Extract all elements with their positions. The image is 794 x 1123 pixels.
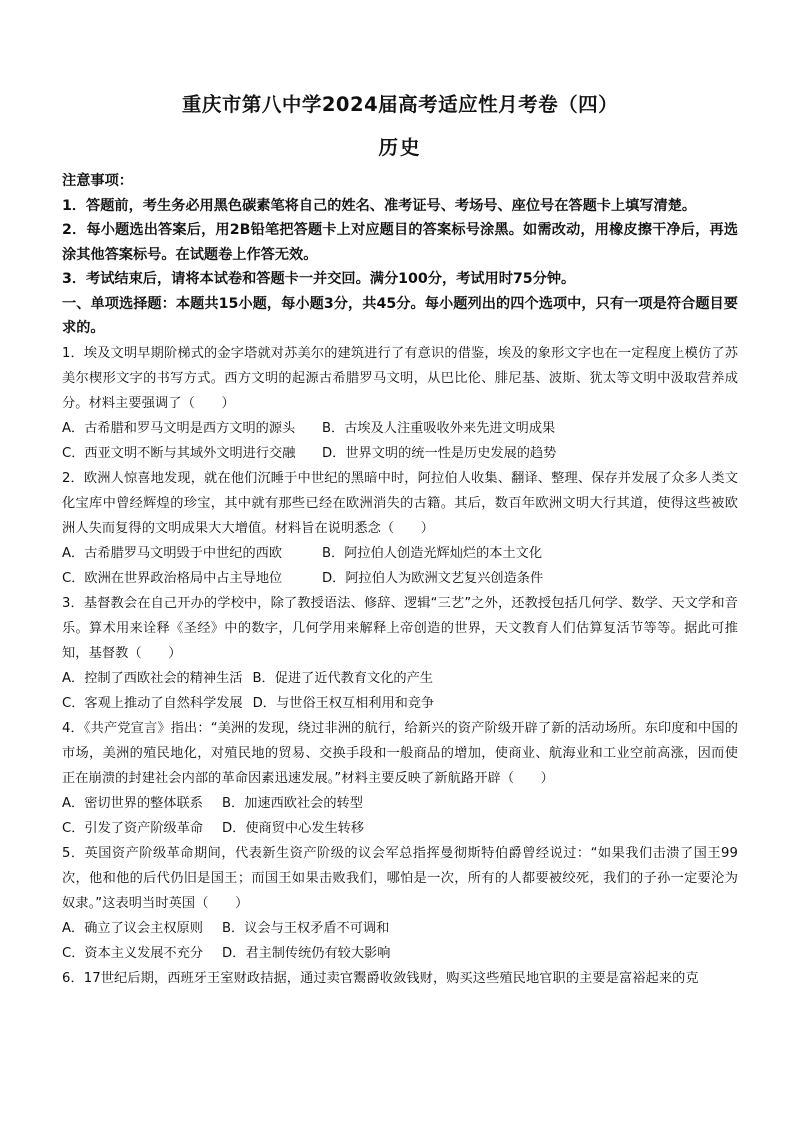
- note-item-2: 2．每小题选出答案后，用2B铅笔把答题卡上对应题目的答案标号涂黑。如需改动，用橡皮擦干净后，再选涂其他答案标号。在试题卷上作答无效。: [62, 222, 738, 263]
- option-d: D．使商贸中心发生转移: [222, 820, 365, 836]
- option-b: B．古埃及人注重吸收外来先进文明成果: [322, 420, 556, 436]
- option-a: A．古希腊罗马文明毁于中世纪的西欧: [62, 545, 283, 561]
- option-c: C．欧洲在世界政治格局中占主导地位: [62, 570, 283, 586]
- options-row: [62, 916, 738, 941]
- option-d: D．世界文明的统一性是历史发展的趋势: [322, 445, 557, 461]
- question-stem: 1．埃及文明早期阶梯式的金字塔就对苏美尔的建筑进行了有意识的借鉴，埃及的象形文字也在一定程度上模仿了苏美尔楔形文字的书写方式。西方文明的起源古希腊罗马文明，从巴比伦、腓尼基、波斯、犹太等文明中汲取营养成分。材料主要强调了（ ）: [62, 345, 738, 411]
- note-item-3: 3．考试结束后，请将本试卷和答题卡一并交回。满分100分，考试用时75分钟。: [62, 271, 576, 287]
- option-b: B．阿拉伯人创造光辉灿烂的本土文化: [322, 545, 543, 561]
- option-b: B．促进了近代教育文化的产生: [252, 670, 433, 686]
- question-stem: 4．《共产党宣言》指出：“美洲的发现，绕过非洲的航行，给新兴的资产阶级开辟了新的活动场所。东印度和中国的市场，美洲的殖民地化，对殖民地的贸易、交换手段和一般商品的增加，使商业、航海业和工业空前高涨，因而使正在崩溃的封建社会内部的革命因素迅速发展。”材料主要反映了新航路开辟（ ）: [62, 720, 738, 786]
- options-row: [62, 941, 738, 966]
- option-a: A．古希腊和罗马文明是西方文明的源头: [62, 420, 296, 436]
- question-6: [62, 966, 738, 991]
- options-row: [62, 791, 738, 816]
- options-row: [62, 666, 738, 691]
- options-row: [62, 566, 738, 591]
- option-a: A．确立了议会主权原则: [62, 920, 203, 936]
- option-c: C．客观上推动了自然科学发展: [62, 695, 243, 711]
- option-d: D．君主制传统仍有较大影响: [222, 945, 391, 961]
- option-c: C．引发了资产阶级革命: [62, 820, 204, 836]
- question-stem: 6．17世纪后期，西班牙王室财政拮据，通过卖官鬻爵收敛钱财，购买这些殖民地官职的主要是富裕起来的克: [62, 970, 699, 986]
- question-5: [62, 841, 738, 966]
- notes-heading: 注意事项：: [62, 173, 133, 189]
- question-stem: 3．基督教会在自己开办的学校中，除了教授语法、修辞、逻辑“三艺”之外，还教授包括几何学、数学、天文学和音乐。算术用来诠释《圣经》中的数字，几何学用来解释上帝创造的世界，天文教育人们估算复活节等等。据此可推知，基督教（ ）: [62, 595, 738, 661]
- option-a: A．密切世界的整体联系: [62, 795, 203, 811]
- question-stem: 5．英国资产阶级革命期间，代表新生资产阶级的议会军总指挥曼彻斯特伯爵曾经说过：“如果我们击溃了国王99次，他和他的后代仍旧是国王；而国王如果击败我们，哪怕是一次，所有的人都要被绞死，我们的子孙一定要沦为奴隶。”这表明当时英国（ ）: [62, 845, 738, 911]
- options-row: [62, 816, 738, 841]
- option-d: D．与世俗王权互相利用和竞争: [252, 695, 435, 711]
- section-heading: 一、单项选择题：本题共15小题，每小题3分，共45分。每小题列出的四个选项中，只有一项是符合题目要求的。: [62, 295, 738, 336]
- question-3: [62, 591, 738, 716]
- subject-title: 历史: [378, 136, 422, 159]
- options-row: [62, 416, 738, 441]
- option-c: C．资本主义发展不充分: [62, 945, 204, 961]
- question-2: [62, 466, 738, 591]
- options-row: [62, 691, 738, 716]
- question-4: [62, 716, 738, 841]
- option-d: D．阿拉伯人为欧洲文艺复兴创造条件: [322, 570, 544, 586]
- options-row: [62, 541, 738, 566]
- question-1: [62, 341, 738, 466]
- exam-title: 重庆市第八中学2024届高考适应性月考卷（四）: [181, 93, 619, 116]
- option-b: B．议会与王权矛盾不可调和: [222, 920, 390, 936]
- options-row: [62, 441, 738, 466]
- question-stem: 2．欧洲人惊喜地发现，就在他们沉睡于中世纪的黑暗中时，阿拉伯人收集、翻译、整理、保存并发展了众多人类文化宝库中曾经辉煌的珍宝，其中就有那些已经在欧洲消失的古籍。其后，数百年欧洲文明大行其道，使得这些被欧洲人失而复得的文明成果大大增值。材料旨在说明悉念（ ）: [62, 470, 738, 536]
- option-a: A．控制了西欧社会的精神生活: [62, 670, 243, 686]
- option-c: C．西亚文明不断与其域外文明进行交融: [62, 445, 296, 461]
- note-item-1: 1．答题前，考生务必用黑色碳素笔将自己的姓名、准考证号、考场号、座位号在答题卡上填写清楚。: [62, 197, 697, 214]
- exam-page: [62, 92, 738, 991]
- option-b: B．加速西欧社会的转型: [222, 795, 363, 811]
